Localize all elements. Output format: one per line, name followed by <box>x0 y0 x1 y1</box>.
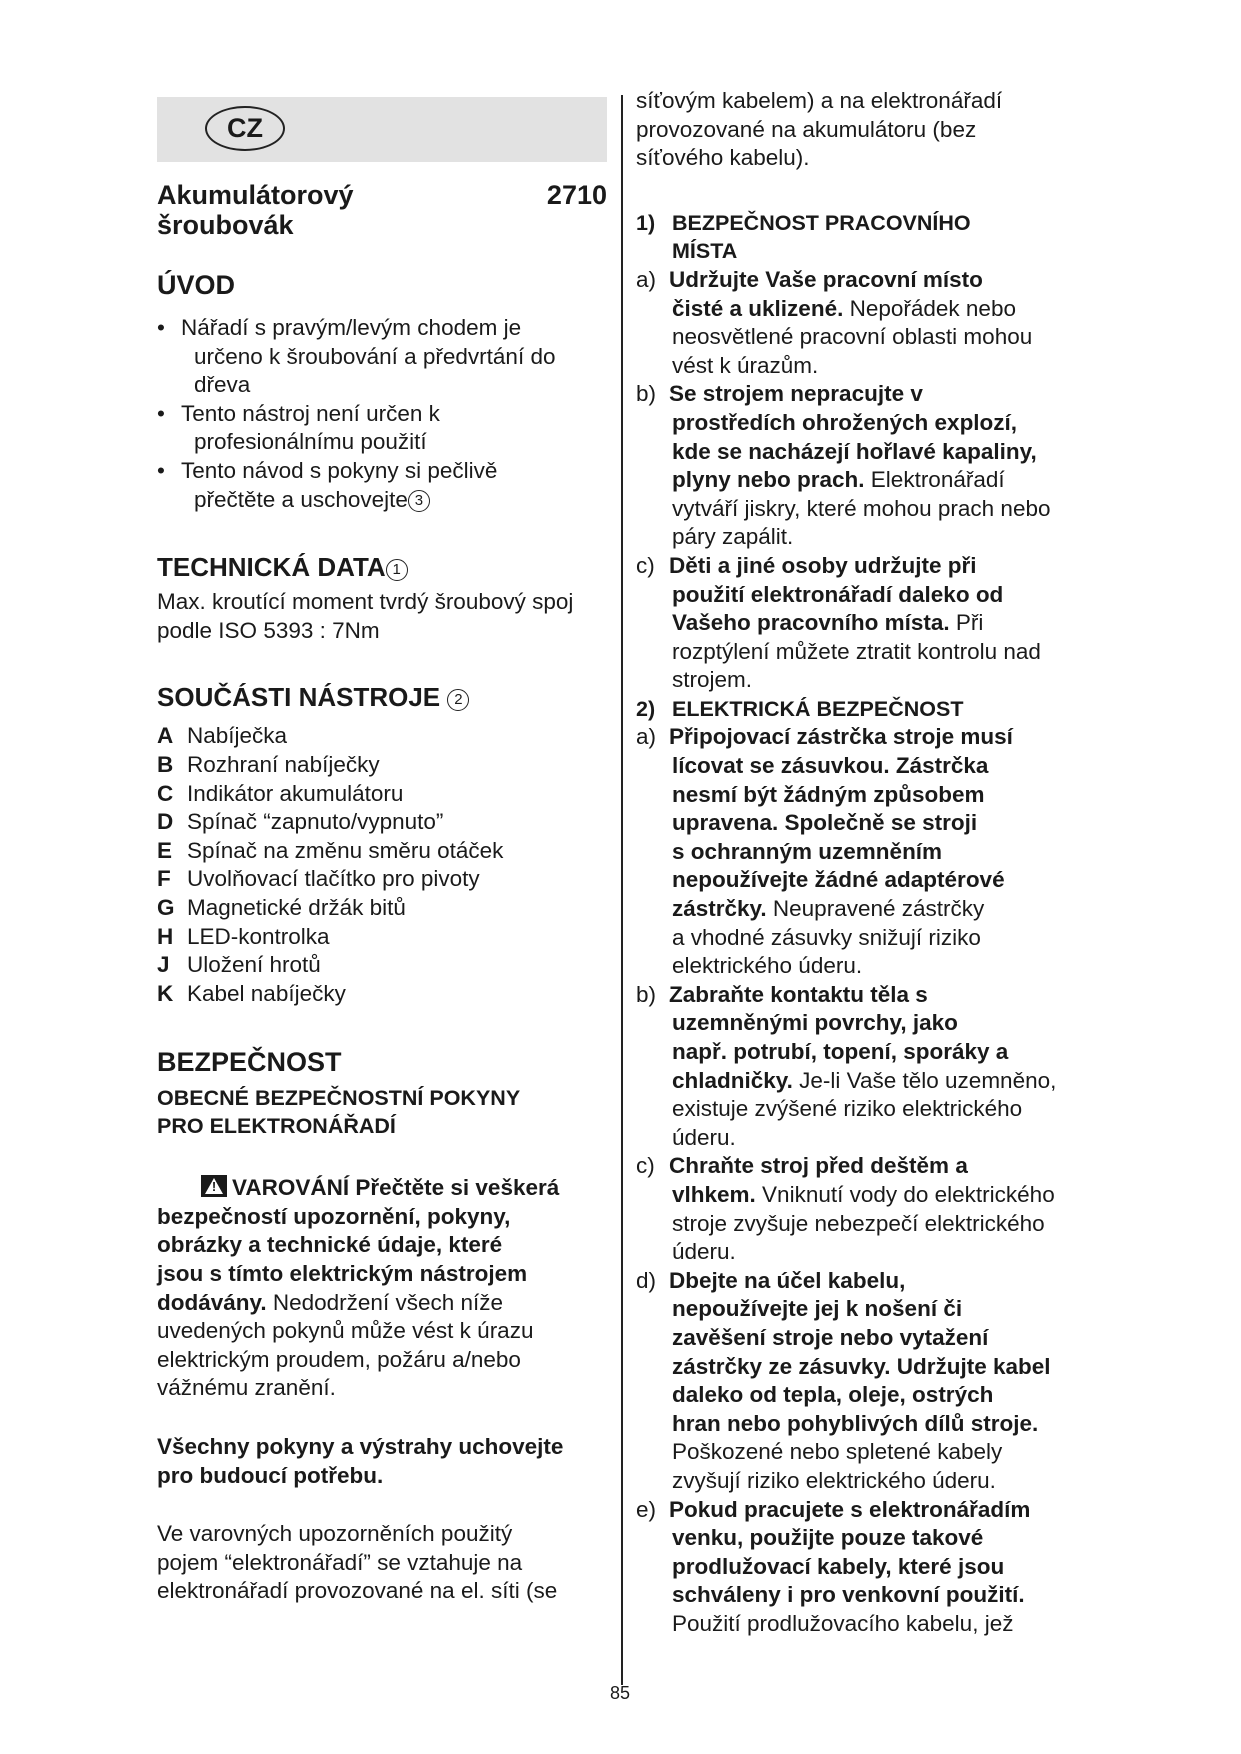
page-number: 85 <box>609 1683 631 1703</box>
parts-item: C Indikátor akumulátoru <box>157 780 404 806</box>
right-column <box>636 87 1096 1638</box>
figure-ref-icon: 1 <box>386 559 408 581</box>
section-heading: 2) ELEKTRICKÁ BEZPEČNOST <box>636 696 964 721</box>
language-badge: CZ <box>205 106 285 151</box>
intro-bullet: • Tento nástroj není určen k profesionálnímu použití <box>157 400 440 455</box>
bullet-dot: • <box>157 457 165 483</box>
warning-icon <box>201 1175 227 1197</box>
parts-list <box>157 722 607 1008</box>
safety-item: e) Pokud pracujete s elektronářadím venku, použijte pouze takové prodlužovací kabely, které jsou schváleny i pro venkovní použití. Použití prodlužovacího kabelu, jež <box>636 1496 1031 1636</box>
product-model: 2710 <box>546 180 607 210</box>
safety-item: a) Připojovací zástrčka stroje musí lícovat se zásuvkou. Zástrčka nesmí být žádným způsobem upravena. Společně se stroji s ochranným uzemněním nepoužívejte žádné adaptérové zástrčky. Neupravené zástrčky a vhodné zásuvky snižují riziko elektrického úderu. <box>636 724 1013 979</box>
safety-item: b) Zabraňte kontaktu těla s uzemněnými povrchy, jako např. potrubí, topení, sporáky a chladničky. Je-li Vaše tělo uzemněno, existuje zvýšené riziko elektrického úderu. <box>636 981 1057 1150</box>
tech-data-text: Max. kroutící moment tvrdý šroubový spoj podle ISO 5393 : 7Nm <box>157 589 574 643</box>
safety-heading: BEZPEČNOST <box>157 1047 342 1078</box>
section-work-area <box>636 209 1096 695</box>
section-electrical <box>636 695 1096 1639</box>
warning-block: !VAROVÁNÍ Přečtěte si veškerá bezpečností upozornění, pokyny, obrázky a technické údaje, které jsou s tímto elektrickým nástrojem dodávány. Nedodržení všech níže uvedených pokynů může vést k úrazu elektrickým proudem, požáru a/nebo vážnému zranění. <box>157 1174 607 1403</box>
language-band <box>157 97 607 162</box>
product-title <box>157 180 607 240</box>
parts-item: J Uložení hrotů <box>157 952 321 978</box>
safety-item: c) Děti a jiné osoby udržujte při použití elektronářadí daleko od Vašeho pracovního místa. Při rozptýlení můžete ztratit kontrolu nad strojem. <box>636 552 1041 693</box>
section-heading: 1) BEZPEČNOST PRACOVNÍHO MÍSTA <box>636 210 971 264</box>
parts-item: B Rozhraní nabíječky <box>157 751 380 777</box>
intro-bullet: • Tento návod s pokyny si pečlivě přečtěte a uschovejte 3 <box>157 457 498 512</box>
parts-item: D Spínač “zapnuto/vypnuto” <box>157 809 444 835</box>
left-column <box>157 97 607 1606</box>
term-definition: Ve varovných upozorněních použitý pojem “elektronářadí” se vztahuje na elektronářadí provozované na el. síti (se <box>157 1521 558 1604</box>
tech-heading: TECHNICKÁ DATA 1 <box>157 552 607 582</box>
parts-item: A Nabíječka <box>157 723 288 749</box>
intro-bullet: • Nářadí s pravým/levým chodem je určeno k šroubování a předvrtání do dřeva <box>157 315 556 398</box>
intro-bullets <box>157 314 607 514</box>
figure-ref-icon: 3 <box>408 490 430 512</box>
term-continuation: síťovým kabelem) a na elektronářadí provozované na akumulátoru (bez síťového kabelu). <box>636 88 1003 171</box>
safety-item: d) Dbejte na účel kabelu, nepoužívejte jej k nošení či zavěšení stroje nebo vytažení zástrčky ze zásuvky. Udržujte kabel daleko od tepla, oleje, ostrých hran nebo pohyblivých dílů stroje. Poškozené nebo spletené kabely zvyšují riziko elektrického úderu. <box>636 1267 1051 1493</box>
safety-item: b) Se strojem nepracujte v prostředích ohrožených explozí, kde se nacházejí hořlavé kapaliny, plyny nebo prach. Elektronářadí vytváří jiskry, které mohou prach nebo páry zapálit. <box>636 381 1051 550</box>
keep-instructions: Všechny pokyny a výstrahy uchovejte pro budoucí potřebu. <box>157 1434 564 1488</box>
parts-item: F Uvolňovací tlačítko pro pivoty <box>157 866 480 892</box>
column-divider <box>621 95 623 1685</box>
safety-item: a) Udržujte Vaše pracovní místo čisté a uklizené. Nepořádek nebo neosvětlené pracovní oblasti mohou vést k úrazům. <box>636 266 1033 378</box>
safety-item: c) Chraňte stroj před deštěm a vlhkem. Vniknutí vody do elektrického stroje zvyšuje nebezpečí elektrického úderu. <box>636 1153 1055 1265</box>
bullet-dot: • <box>157 315 165 340</box>
parts-heading: SOUČÁSTI NÁSTROJE 2 <box>157 682 607 712</box>
product-name-line1: Akumulátorový <box>157 180 354 210</box>
parts-item: H LED-kontrolka <box>157 923 330 949</box>
intro-heading: ÚVOD <box>157 270 236 300</box>
product-name-line2: šroubovák <box>157 210 294 240</box>
parts-item: G Magnetické držák bitů <box>157 894 406 920</box>
parts-item: K Kabel nabíječky <box>157 980 346 1006</box>
bullet-dot: • <box>157 400 165 426</box>
safety-subheading: OBECNÉ BEZPEČNOSTNÍ POKYNY PRO ELEKTRONÁŘADÍ <box>157 1086 521 1139</box>
parts-item: E Spínač na změnu směru otáček <box>157 837 504 863</box>
figure-ref-icon: 2 <box>447 689 469 711</box>
